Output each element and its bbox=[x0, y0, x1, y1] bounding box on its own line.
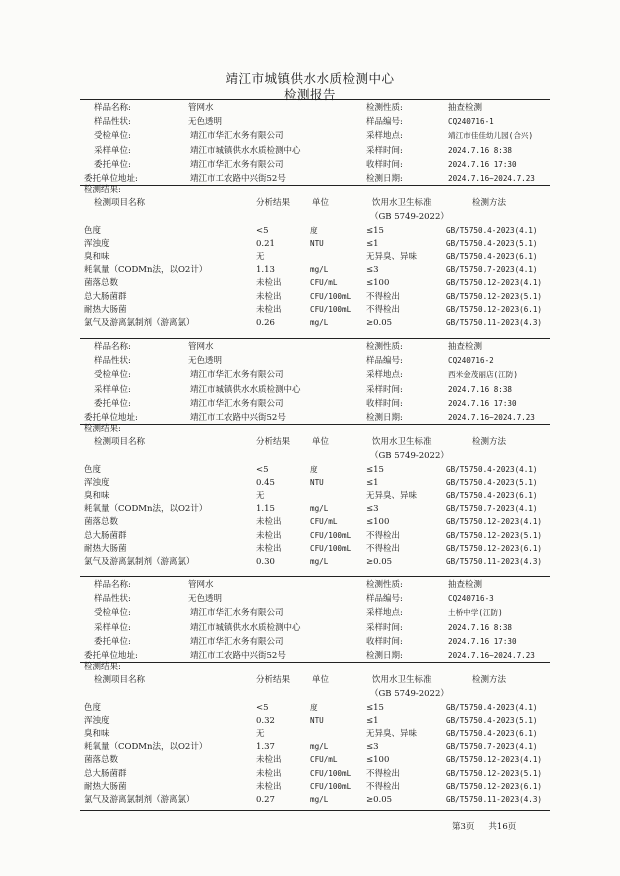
info-row bbox=[80, 129, 550, 143]
cell-result: 1.13 bbox=[256, 265, 275, 276]
info-row bbox=[80, 621, 550, 635]
table-row bbox=[80, 793, 550, 807]
cell-result: 未检出 bbox=[256, 304, 282, 315]
cell-method: GB/T5750.12-2023(4.1) bbox=[446, 278, 543, 288]
cell-standard: ≤100 bbox=[366, 278, 390, 289]
info-label-receiver: 受检单位: bbox=[94, 608, 131, 619]
cell-unit: 度 bbox=[310, 465, 318, 474]
results-label: 检测结果: bbox=[84, 662, 121, 672]
info-label-detect-nature: 检测性质: bbox=[366, 103, 403, 113]
info-value-client: 靖江市华汇水务有限公司 bbox=[190, 636, 284, 647]
info-value-sample-time: 2024.7.16 8:38 bbox=[448, 384, 513, 394]
info-value-receive-time: 2024.7.16 17:30 bbox=[448, 398, 517, 408]
info-label-receiver: 受检单位: bbox=[94, 131, 131, 142]
table-header-row bbox=[80, 196, 550, 210]
cell-unit: NTU bbox=[310, 478, 324, 488]
cell-method: GB/T5750.12-2023(5.1) bbox=[446, 768, 543, 778]
cell-standard: ≤3 bbox=[366, 504, 379, 515]
info-row bbox=[80, 144, 550, 158]
table-row bbox=[80, 290, 550, 304]
cell-result: 未检出 bbox=[256, 543, 282, 554]
cell-standard: ≤15 bbox=[366, 226, 384, 236]
cell-standard: 不得检出 bbox=[366, 543, 401, 554]
header-standard: 饮用水卫生标准 bbox=[372, 675, 432, 685]
info-value-client-address: 靖江市工农路中兴街52号 bbox=[190, 174, 286, 184]
info-row bbox=[80, 606, 550, 620]
info-value-sample-no: CQ240716-3 bbox=[448, 594, 494, 604]
info-value-detect-nature: 抽查检测 bbox=[448, 580, 483, 590]
cell-result: 无 bbox=[256, 491, 265, 502]
cell-item: 氯气及游离氯制剂（游离氯） bbox=[84, 556, 195, 567]
cell-result: 无 bbox=[256, 252, 265, 263]
table-row bbox=[80, 476, 550, 490]
info-value-receiver: 靖江市华汇水务有限公司 bbox=[190, 370, 284, 381]
cell-standard: 不得检出 bbox=[366, 291, 401, 302]
cell-unit: 度 bbox=[310, 703, 318, 712]
table-row bbox=[80, 753, 550, 767]
cell-unit: mg/L bbox=[310, 742, 329, 752]
header-result: 分析结果 bbox=[256, 198, 291, 208]
cell-result: 未检出 bbox=[256, 768, 282, 779]
info-label-sample-no: 样品编号: bbox=[366, 356, 403, 367]
info-value-detect-date: 2024.7.16~2024.7.23 bbox=[448, 174, 535, 183]
cell-item: 臭和味 bbox=[84, 729, 110, 740]
table-row bbox=[80, 250, 550, 264]
cell-result: 0.32 bbox=[256, 716, 275, 727]
cell-standard: ≤1 bbox=[366, 716, 379, 727]
cell-unit: mg/L bbox=[310, 317, 329, 327]
table-header-row bbox=[80, 435, 550, 449]
table-row bbox=[80, 780, 550, 794]
cell-standard: ≥0.05 bbox=[366, 794, 393, 805]
section-top-rule bbox=[80, 338, 550, 339]
info-label-sample-site: 采样地点: bbox=[366, 370, 403, 381]
cell-standard: 不得检出 bbox=[366, 768, 401, 779]
info-label-sample-site: 采样地点: bbox=[366, 608, 403, 619]
cell-result: 0.27 bbox=[256, 794, 275, 805]
cell-item: 色度 bbox=[84, 465, 102, 475]
cell-standard: ≤3 bbox=[366, 742, 379, 753]
cell-method: GB/T5750.12-2023(6.1) bbox=[446, 781, 543, 791]
info-label-client-address: 委托单位地址: bbox=[84, 413, 138, 423]
cell-result: 0.26 bbox=[256, 317, 275, 328]
cell-item: 菌落总数 bbox=[84, 278, 119, 289]
cell-unit: NTU bbox=[310, 716, 324, 726]
page-number: 第3页 bbox=[452, 822, 475, 832]
info-label-client-address: 委托单位地址: bbox=[84, 651, 138, 661]
cell-unit: CFU/100mL bbox=[310, 768, 352, 778]
cell-standard: 无异臭、异味 bbox=[366, 729, 418, 740]
results-label: 检测结果: bbox=[84, 185, 121, 195]
cell-standard: ≤100 bbox=[366, 755, 390, 766]
cell-result: <5 bbox=[256, 703, 269, 713]
cell-item: 臭和味 bbox=[84, 252, 110, 263]
header-method: 检测方法 bbox=[472, 675, 507, 685]
section-top-rule bbox=[80, 99, 550, 100]
cell-standard: 无异臭、异味 bbox=[366, 491, 418, 502]
results-label: 检测结果: bbox=[84, 424, 121, 434]
info-value-receiver: 靖江市华汇水务有限公司 bbox=[190, 131, 284, 142]
cell-method: GB/T5750.11-2023(4.3) bbox=[446, 317, 543, 327]
info-value-sample-site: 靖江市佳佳幼儿园(合兴) bbox=[448, 131, 534, 141]
table-row bbox=[80, 263, 550, 277]
header-item: 检测项目名称 bbox=[94, 675, 146, 685]
info-value-receiver: 靖江市华汇水务有限公司 bbox=[190, 608, 284, 619]
cell-standard: ≥0.05 bbox=[366, 556, 393, 567]
table-row bbox=[80, 489, 550, 503]
header-item: 检测项目名称 bbox=[94, 198, 146, 208]
info-value-sample-props: 无色透明 bbox=[188, 594, 223, 605]
cell-result: <5 bbox=[256, 465, 269, 475]
cell-method: GB/T5750.12-2023(4.1) bbox=[446, 517, 543, 527]
cell-method: GB/T5750.7-2023(4.1) bbox=[446, 742, 538, 752]
info-label-sample-props: 样品性状: bbox=[94, 117, 131, 128]
info-row bbox=[80, 158, 550, 172]
info-value-detect-date: 2024.7.16~2024.7.23 bbox=[448, 413, 535, 422]
info-row bbox=[80, 578, 550, 592]
table-row bbox=[80, 542, 550, 556]
cell-standard: 不得检出 bbox=[366, 530, 401, 541]
info-label-client: 委托单位: bbox=[94, 159, 131, 170]
table-row bbox=[80, 237, 550, 251]
table-end-rule bbox=[80, 810, 550, 811]
cell-unit: CFU/100mL bbox=[310, 304, 352, 314]
cell-unit: mg/L bbox=[310, 265, 329, 275]
cell-method: GB/T5750.4-2023(5.1) bbox=[446, 239, 538, 249]
table-row bbox=[80, 727, 550, 741]
info-label-detect-nature: 检测性质: bbox=[366, 580, 403, 590]
cell-method: GB/T5750.12-2023(6.1) bbox=[446, 543, 543, 553]
header-unit: 单位 bbox=[312, 198, 330, 208]
info-row bbox=[80, 397, 550, 411]
cell-item: 色度 bbox=[84, 226, 102, 236]
cell-method: GB/T5750.4-2023(4.1) bbox=[446, 226, 538, 235]
info-value-sample-props: 无色透明 bbox=[188, 117, 223, 128]
info-value-detect-nature: 抽查检测 bbox=[448, 342, 483, 352]
info-label-sample-no: 样品编号: bbox=[366, 117, 403, 128]
cell-item: 浑浊度 bbox=[84, 716, 110, 727]
info-value-sample-no: CQ240716-1 bbox=[448, 117, 494, 127]
cell-item: 浑浊度 bbox=[84, 478, 110, 489]
table-row bbox=[80, 555, 550, 569]
table-row bbox=[80, 701, 550, 715]
cell-standard: ≤3 bbox=[366, 265, 379, 276]
info-row bbox=[80, 592, 550, 606]
cell-method: GB/T5750.4-2023(4.1) bbox=[446, 703, 538, 712]
cell-standard: ≤1 bbox=[366, 239, 379, 250]
cell-unit: CFU/100mL bbox=[310, 781, 352, 791]
info-value-sample-name: 管网水 bbox=[188, 103, 214, 113]
cell-item: 菌落总数 bbox=[84, 755, 119, 766]
cell-item: 耐热大肠菌 bbox=[84, 304, 127, 315]
info-row bbox=[80, 172, 550, 186]
cell-result: 1.15 bbox=[256, 504, 275, 515]
cell-standard: ≤15 bbox=[366, 703, 384, 713]
cell-item: 总大肠菌群 bbox=[84, 530, 127, 541]
cell-unit: mg/L bbox=[310, 794, 329, 804]
cell-unit: CFU/mL bbox=[310, 517, 338, 527]
info-label-sampler: 采样单位: bbox=[94, 384, 131, 395]
cell-unit: CFU/mL bbox=[310, 278, 338, 288]
cell-method: GB/T5750.7-2023(4.1) bbox=[446, 265, 538, 275]
info-value-sample-time: 2024.7.16 8:38 bbox=[448, 145, 513, 155]
cell-result: 0.30 bbox=[256, 556, 275, 567]
info-label-sample-name: 样品名称: bbox=[94, 342, 131, 352]
table-row bbox=[80, 740, 550, 754]
info-label-sample-props: 样品性状: bbox=[94, 594, 131, 605]
cell-item: 耐热大肠菌 bbox=[84, 543, 127, 554]
table-row bbox=[80, 714, 550, 728]
info-bottom-rule bbox=[80, 185, 550, 186]
info-value-receive-time: 2024.7.16 17:30 bbox=[448, 159, 517, 169]
header-method: 检测方法 bbox=[472, 437, 507, 447]
info-label-receiver: 受检单位: bbox=[94, 370, 131, 381]
info-label-detect-date: 检测日期: bbox=[366, 413, 403, 423]
info-label-sample-time: 采样时间: bbox=[366, 145, 403, 156]
header-standard-sub: （GB 5749-2022） bbox=[370, 212, 449, 222]
report-subtitle: 检测报告 bbox=[283, 87, 336, 102]
cell-method: GB/T5750.4-2023(5.1) bbox=[446, 478, 538, 488]
header-unit: 单位 bbox=[312, 675, 330, 685]
table-row bbox=[80, 767, 550, 781]
info-value-detect-nature: 抽查检测 bbox=[448, 103, 483, 113]
info-label-sample-name: 样品名称: bbox=[94, 103, 131, 113]
cell-item: 耐热大肠菌 bbox=[84, 781, 127, 792]
info-label-sampler: 采样单位: bbox=[94, 145, 131, 156]
cell-result: 0.45 bbox=[256, 478, 275, 489]
sample-section bbox=[80, 576, 550, 816]
info-bottom-rule bbox=[80, 662, 550, 663]
cell-method: GB/T5750.7-2023(4.1) bbox=[446, 504, 538, 514]
info-row bbox=[80, 411, 550, 425]
header-result: 分析结果 bbox=[256, 437, 291, 447]
cell-item: 耗氧量（CODMn法，以O2计） bbox=[84, 265, 208, 276]
cell-standard: 不得检出 bbox=[366, 304, 401, 315]
info-value-sample-no: CQ240716-2 bbox=[448, 356, 494, 366]
info-label-detect-date: 检测日期: bbox=[366, 651, 403, 661]
header-item: 检测项目名称 bbox=[94, 437, 146, 447]
cell-result: 未检出 bbox=[256, 530, 282, 541]
cell-standard: ≥0.05 bbox=[366, 317, 393, 328]
info-label-sampler: 采样单位: bbox=[94, 622, 131, 633]
table-row bbox=[80, 515, 550, 529]
info-label-client: 委托单位: bbox=[94, 636, 131, 647]
info-value-sample-props: 无色透明 bbox=[188, 356, 223, 367]
cell-method: GB/T5750.12-2023(4.1) bbox=[446, 755, 543, 765]
info-row bbox=[80, 115, 550, 129]
info-value-sample-name: 管网水 bbox=[188, 342, 214, 352]
cell-unit: NTU bbox=[310, 239, 324, 249]
cell-item: 菌落总数 bbox=[84, 517, 119, 528]
cell-item: 浑浊度 bbox=[84, 239, 110, 250]
cell-method: GB/T5750.4-2023(4.1) bbox=[446, 465, 538, 474]
info-label-sample-site: 采样地点: bbox=[366, 131, 403, 142]
cell-unit: CFU/100mL bbox=[310, 543, 352, 553]
cell-standard: 无异臭、异味 bbox=[366, 252, 418, 263]
header-standard: 饮用水卫生标准 bbox=[372, 198, 432, 208]
info-value-sample-site: 西米金茂丽店(江防) bbox=[448, 370, 518, 380]
cell-item: 氯气及游离氯制剂（游离氯） bbox=[84, 794, 195, 805]
cell-item: 耗氧量（CODMn法，以O2计） bbox=[84, 742, 208, 753]
table-row bbox=[80, 224, 550, 238]
info-label-receive-time: 收样时间: bbox=[366, 636, 403, 647]
header-standard-sub: （GB 5749-2022） bbox=[370, 451, 449, 461]
cell-result: 未检出 bbox=[256, 755, 282, 766]
cell-result: 未检出 bbox=[256, 291, 282, 302]
info-row bbox=[80, 383, 550, 397]
info-value-sample-name: 管网水 bbox=[188, 580, 214, 590]
info-label-client: 委托单位: bbox=[94, 398, 131, 409]
info-value-client-address: 靖江市工农路中兴街52号 bbox=[190, 413, 286, 423]
info-value-client: 靖江市华汇水务有限公司 bbox=[190, 159, 284, 170]
cell-unit: CFU/100mL bbox=[310, 530, 352, 540]
table-row bbox=[80, 276, 550, 290]
info-label-sample-name: 样品名称: bbox=[94, 580, 131, 590]
cell-unit: 度 bbox=[310, 226, 318, 235]
info-label-detect-nature: 检测性质: bbox=[366, 342, 403, 352]
info-row bbox=[80, 354, 550, 368]
table-row bbox=[80, 463, 550, 477]
cell-item: 总大肠菌群 bbox=[84, 768, 127, 779]
cell-method: GB/T5750.4-2023(6.1) bbox=[446, 729, 538, 739]
cell-result: 未检出 bbox=[256, 278, 282, 289]
info-value-receive-time: 2024.7.16 17:30 bbox=[448, 636, 517, 646]
info-label-receive-time: 收样时间: bbox=[366, 159, 403, 170]
info-value-detect-date: 2024.7.16~2024.7.23 bbox=[448, 651, 535, 660]
cell-standard: 不得检出 bbox=[366, 781, 401, 792]
info-label-receive-time: 收样时间: bbox=[366, 398, 403, 409]
info-value-client-address: 靖江市工农路中兴街52号 bbox=[190, 651, 286, 661]
cell-item: 总大肠菌群 bbox=[84, 291, 127, 302]
cell-unit: CFU/100mL bbox=[310, 291, 352, 301]
table-header-row bbox=[80, 673, 550, 687]
sample-section bbox=[80, 338, 550, 578]
info-label-sample-time: 采样时间: bbox=[366, 384, 403, 395]
table-row bbox=[80, 303, 550, 317]
info-row bbox=[80, 340, 550, 354]
cell-item: 耗氧量（CODMn法，以O2计） bbox=[84, 504, 208, 515]
cell-standard: ≤1 bbox=[366, 478, 379, 489]
info-value-sample-site: 土桥中学(江防) bbox=[448, 608, 503, 618]
section-top-rule bbox=[80, 576, 550, 577]
header-standard-sub: （GB 5749-2022） bbox=[370, 689, 449, 699]
report-title: 靖江市城镇供水水质检测中心 bbox=[225, 71, 395, 86]
cell-method: GB/T5750.11-2023(4.3) bbox=[446, 556, 543, 566]
info-value-client: 靖江市华汇水务有限公司 bbox=[190, 398, 284, 409]
info-row bbox=[80, 368, 550, 382]
header-standard: 饮用水卫生标准 bbox=[372, 437, 432, 447]
info-label-client-address: 委托单位地址: bbox=[84, 174, 138, 184]
cell-result: 1.37 bbox=[256, 742, 275, 753]
info-row bbox=[80, 101, 550, 115]
sample-section bbox=[80, 99, 550, 339]
info-row bbox=[80, 635, 550, 649]
cell-result: <5 bbox=[256, 226, 269, 236]
cell-result: 0.21 bbox=[256, 239, 275, 250]
cell-item: 臭和味 bbox=[84, 491, 110, 502]
cell-unit: CFU/mL bbox=[310, 755, 338, 765]
cell-unit: mg/L bbox=[310, 556, 329, 566]
cell-standard: ≤100 bbox=[366, 517, 390, 528]
table-row bbox=[80, 502, 550, 516]
cell-method: GB/T5750.12-2023(5.1) bbox=[446, 530, 543, 540]
cell-method: GB/T5750.12-2023(5.1) bbox=[446, 291, 543, 301]
cell-item: 色度 bbox=[84, 703, 102, 713]
info-value-sampler: 靖江市城镇供水水质检测中心 bbox=[190, 384, 301, 395]
cell-method: GB/T5750.4-2023(6.1) bbox=[446, 252, 538, 262]
info-row bbox=[80, 649, 550, 663]
cell-method: GB/T5750.11-2023(4.3) bbox=[446, 794, 543, 804]
cell-result: 未检出 bbox=[256, 781, 282, 792]
info-label-sample-no: 样品编号: bbox=[366, 594, 403, 605]
info-label-sample-props: 样品性状: bbox=[94, 356, 131, 367]
header-result: 分析结果 bbox=[256, 675, 291, 685]
header-unit: 单位 bbox=[312, 437, 330, 447]
cell-item: 氯气及游离氯制剂（游离氯） bbox=[84, 317, 195, 328]
header-method: 检测方法 bbox=[472, 198, 507, 208]
table-row bbox=[80, 529, 550, 543]
page-footer bbox=[452, 820, 530, 832]
cell-standard: ≤15 bbox=[366, 465, 384, 475]
info-value-sampler: 靖江市城镇供水水质检测中心 bbox=[190, 622, 301, 633]
cell-method: GB/T5750.4-2023(5.1) bbox=[446, 716, 538, 726]
info-label-detect-date: 检测日期: bbox=[366, 174, 403, 184]
info-value-sampler: 靖江市城镇供水水质检测中心 bbox=[190, 145, 301, 156]
table-row bbox=[80, 316, 550, 330]
info-bottom-rule bbox=[80, 424, 550, 425]
cell-method: GB/T5750.4-2023(6.1) bbox=[446, 491, 538, 501]
cell-result: 无 bbox=[256, 729, 265, 740]
cell-result: 未检出 bbox=[256, 517, 282, 528]
info-label-sample-time: 采样时间: bbox=[366, 622, 403, 633]
page-total: 共16页 bbox=[488, 822, 517, 832]
cell-method: GB/T5750.12-2023(6.1) bbox=[446, 304, 543, 314]
info-value-sample-time: 2024.7.16 8:38 bbox=[448, 622, 513, 632]
cell-unit: mg/L bbox=[310, 504, 329, 514]
